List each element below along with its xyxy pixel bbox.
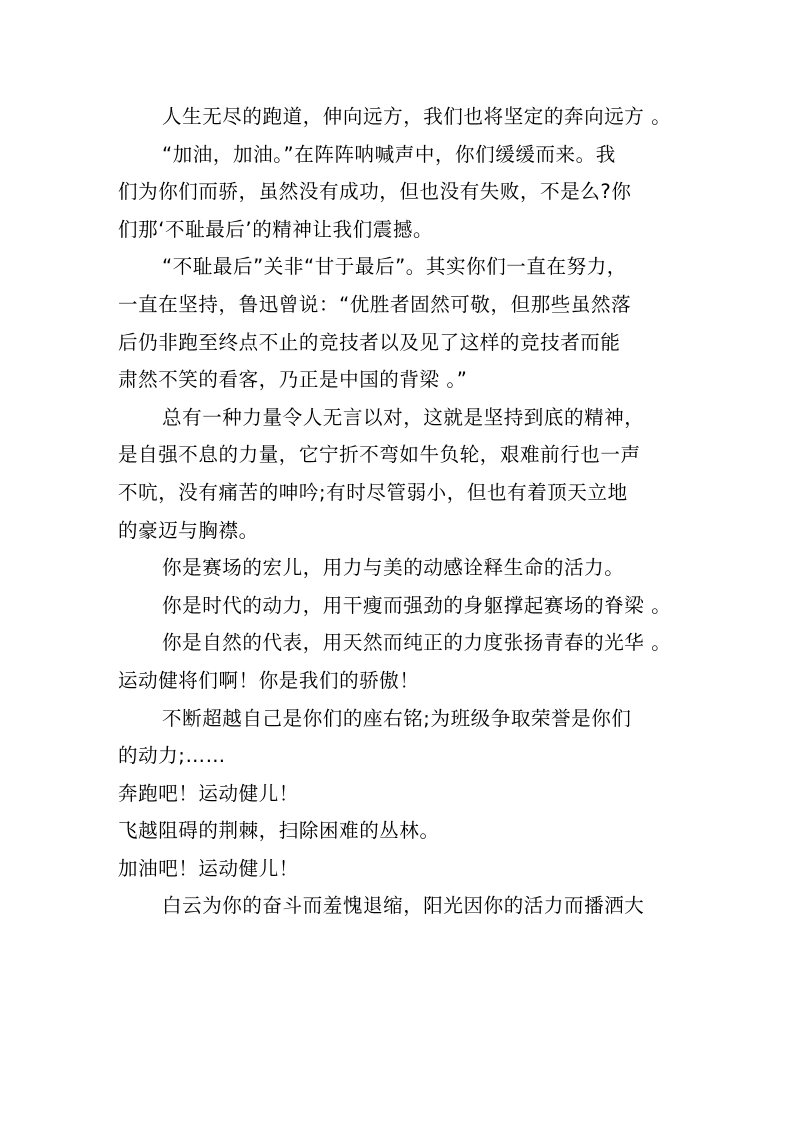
text-line: 是自强不息的力量，它宁折不弯如牛负轮，艰难前行也一声	[118, 443, 641, 467]
text-line: 飞越阻碍的荆棘，扫除困难的丛林。	[118, 819, 440, 843]
text-line: 们为你们而骄，虽然没有成功，但也没有失败，不是么?你	[118, 180, 632, 204]
text-line: 们那‘不耻最后’的精神让我们震撼。	[118, 217, 434, 241]
text-line: 加油吧！运动健儿！	[118, 856, 299, 880]
text-line: 肃然不笑的看客，乃正是中国的背梁 。”	[118, 368, 468, 392]
text-line: 总有一种力量令人无言以对，这就是坚持到底的精神，	[162, 405, 645, 429]
text-line: 运动健将们啊！你是我们的骄傲！	[118, 668, 420, 692]
text-line: “不耻最后”关非“甘于最后”。其实你们一直在努力，	[162, 255, 627, 279]
text-line: 你是自然的代表，用天然而纯正的力度张扬青春的光华 。	[162, 631, 672, 655]
text-line: 不吭，没有痛苦的呻吟;有时尽管弱小，但也有着顶天立地	[118, 480, 628, 504]
text-line: 一直在坚持，鲁迅曾说：“优胜者固然可敬，但那些虽然落	[118, 292, 632, 316]
text-line: “加油，加油。”在阵阵呐喊声中，你们缓缓而来。我	[162, 142, 616, 166]
text-line: 你是时代的动力，用干瘦而强劲的身躯撑起赛场的脊梁 。	[162, 593, 672, 617]
text-line: 你是赛场的宏儿，用力与美的动感诠释生命的活力。	[162, 556, 625, 580]
text-line: 白云为你的奋斗而羞愧退缩，阳光因你的活力而播洒大	[162, 894, 645, 918]
text-line: 不断超越自己是你们的座右铭;为班级争取荣誉是你们	[162, 706, 632, 730]
text-line: 人生无尽的跑道，伸向远方，我们也将坚定的奔向远方 。	[162, 105, 672, 128]
text-line: 的动力;……	[118, 744, 226, 768]
text-line: 后仍非跑至终点不止的竞技者以及见了这样的竞技者而能	[118, 330, 621, 354]
text-line: 的豪迈与胸襟。	[118, 518, 259, 542]
text-line: 奔跑吧！运动健儿！	[118, 781, 299, 805]
document-body	[118, 98, 688, 925]
